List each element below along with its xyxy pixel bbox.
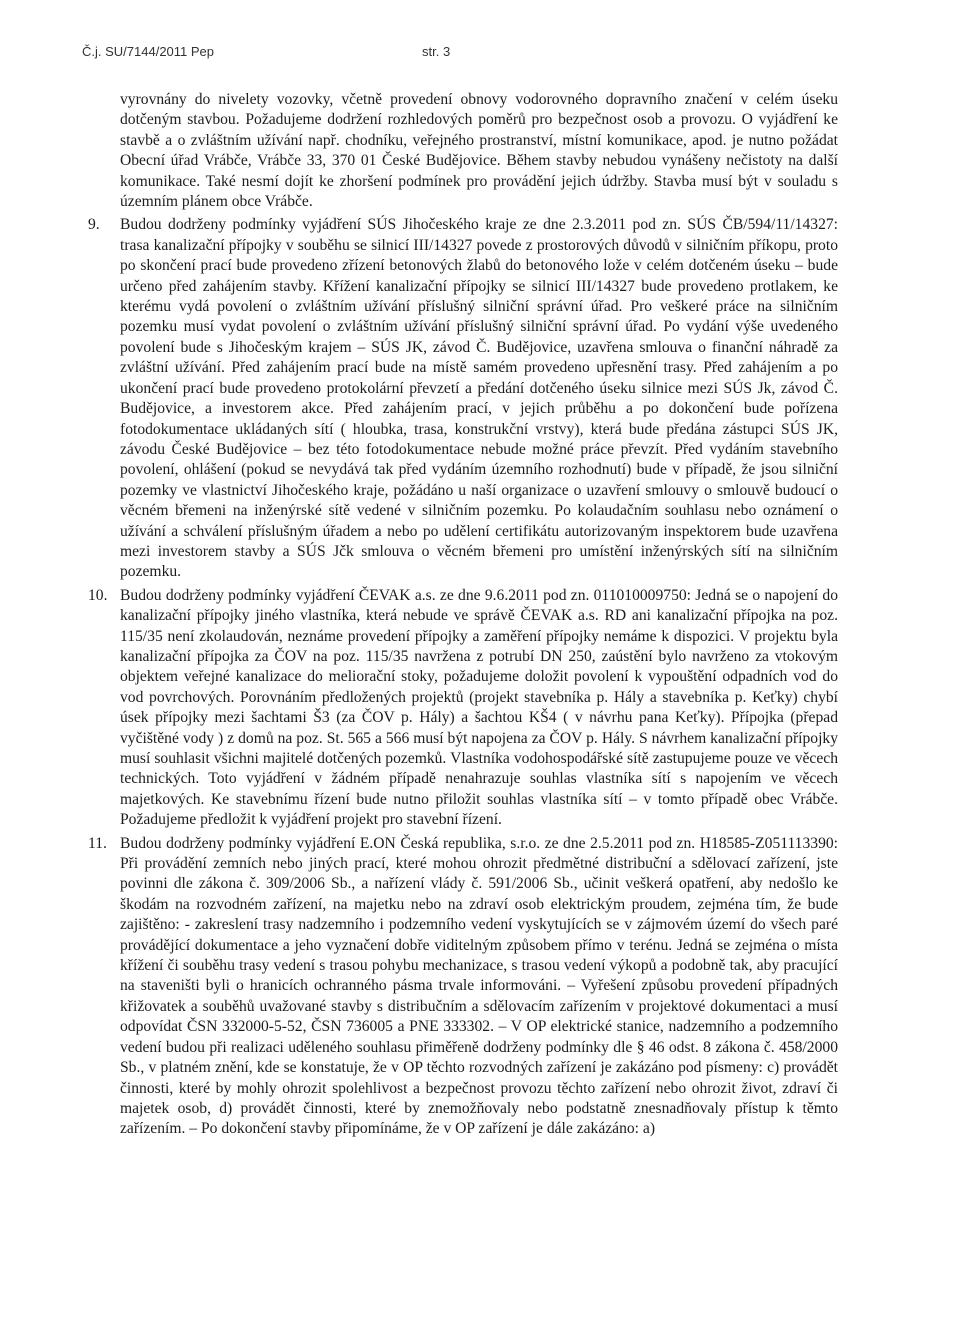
document-reference: Č.j. SU/7144/2011 Pep — [82, 44, 215, 59]
condition-item-11 — [88, 834, 838, 1140]
item-number: 9. — [88, 216, 100, 234]
condition-item-9 — [88, 215, 838, 582]
item-text: Budou dodrženy podmínky vyjádření ČEVAK a.s. ze dne 9.6.2011 pod zn. 011010009750: Jedná se o napojení do kanalizační přípojky jiného vlastníka, která nebude ve správě ČEVAK a.s. RD ani kanalizační přípojka na poz. 115/35 není zkolaudován, neznáme provedení přípojky a zaměření přípojky nemáme k dispozici. V projektu byla kanalizační přípojka za ČOV na poz. 115/35 navržena z potrubí DN 250, zaústění bylo navrženo za vtokovým objektem veřejné kanalizace do meliorační stoky, požadujeme doložit povolení k vypouštění odpadních vod do vod povrchových. Porovnáním předložených projektů (projekt stavebníka p. Hály a stavebníka p. Keťky) chybí úsek přípojky mezi šachtami Š3 (za ČOV p. Hály) a šachtou KŠ4 ( v návrhu pana Keťky). Přípojka (přepad vyčištěné vody ) z domů na poz. St. 565 a 566 musí být napojena za ČOV p. Hály. S návrhem kanalizační přípojky musí souhlasit všichni majitelé dotčených pozemků. Vlastníka vodohospodářské sítě zastupujeme pouze ve věcech technických. Toto vyjádření v žádném případě nenahrazuje souhlas vlastníka sítí s napojením ve věcech majetkových. Ke stavebnímu řízení bude nutno přiložit souhlas vlastníka sítí – v tomto případě obec Vrábče. Požadujeme předložit k vyjádření projekt pro stavební řízení. — [120, 586, 838, 829]
condition-item-10 — [88, 586, 838, 831]
item-number: 11. — [88, 834, 107, 852]
item-text: Budou dodrženy podmínky vyjádření SÚS Jihočeského kraje ze dne 2.3.2011 pod zn. SÚS ČB/594/11/14327: trasa kanalizační přípojky v souběhu se silnicí III/14327 povede z prostorových důvodů v silničním příkopu, proto po skončení prací bude provedeno zřízení betonových žlabů do betonového lože v celém dotčeném úseku – bude určeno před zahájením stavby. Křížení kanalizační přípojky se silnicí III/14327 bude provedeno protlakem, ke kterému vydá povolení o zvláštním užívání příslušný silniční správní úřad. Pro veškeré práce na silničním pozemku musí vydat povolení o zvláštním užívání příslušný silniční správní úřad. Po vydání výše uvedeného povolení bude s Jihočeským krajem – SÚS JK, závod Č. Budějovice, uzavřena smlouva o finanční náhradě za zvláštní užívání. Před zahájením prací bude na místě samém provedeno upřesnění trasy. Před zahájením a po ukončení prací bude provedeno protokolární převzetí a předání dotčeného úseku silnice mezi SÚS Jk, závod Č. Budějovice, a investorem akce. Před zahájením prací, v jejich průběhu a po dokončení bude pořízena fotodokumentace ukládaných sítí ( hloubka, trasa, konstrukční vrstvy), která bude předána zástupci SÚS JK, závodu České Budějovice – bez této fotodokumentace nebude možné práce převzít. Před vydáním stavebního povolení, ohlášení (pokud se nevydává tak před vydáním územního rozhodnutí) bude v případě, že jsou silniční pozemky ve vlastnictví Jihočeského kraje, požádáno u naší organizace o uzavření smlouvy o smlouvě budoucí o věcném břemeni na inženýrské sítě vedené v silničním pozemku. Po kolaudačním souhlasu nebo oznámení o užívání a schválení příslušným úřadem a nebo po udělení certifikátu autorizovaným inspektorem bude uzavřena mezi investorem stavby a SÚS Jčk smlouva o věcném břemeni pro umístění inženýrských sítí na silničním pozemku. — [120, 216, 838, 581]
page-header — [82, 44, 451, 59]
item-text: Budou dodrženy podmínky vyjádření E.ON Česká republika, s.r.o. ze dne 2.5.2011 pod zn. H18585-Z051113390: Při provádění zemních nebo jiných prací, které mohou ohrozit předmětné distribuční a sdělovací zařízení, jste povinni dle zákona č. 309/2006 Sb., a nařízení vlády č. 591/2006 Sb., učinit veškerá opatření, aby nedošlo ke škodám na rozvodném zařízení, na majetku nebo na zdraví osob elektrickým proudem, zejména tím, že bude zajištěno: - zakreslení trasy nadzemního i podzemního vedení vyskytujících se v zájmovém území do všech paré provádějící dokumentace a jeho vyznačení dobře viditelným způsobem přímo v terénu. Jedná se zejména o místa křížení či souběhu trasy vedení s trasou pohybu mechanizace, s trasou vedení výkopů a podobně tak, aby pracující na staveništi byli o hranicích ochranného pásma trvale informováni. – Vyřešení způsobu provedení případných křižovatek a souběhů uvažované stavby s distribučním a sdělovacím zařízením v projektové dokumentaci a musí odpovídat ČSN 332000-5-52, ČSN 736005 a PNE 333302. – V OP elektrické stanice, nadzemního a podzemního vedení budou při realizaci uděleného souhlasu přiměřeně dodrženy podmínky dle § 46 odst. 8 zákona č. 458/2000 Sb., v platném znění, kde se konstatuje, že v OP těchto rozvodných zařízení je zakázáno pod písmeny: c) provádět činnosti, které by mohly ohrozit spolehlivost a bezpečnost provozu těchto zařízení nebo ohrozit život, zdraví či majetek osob, d) provádět činnosti, které by znemožňovaly nebo podstatně znesnadňovaly přístup k těmto zařízením. – Po dokončení stavby připomínáme, že v OP zařízení je dále zakázáno: a) — [120, 834, 838, 1138]
intro-paragraph: vyrovnány do nivelety vozovky, včetně provedení obnovy vodorovného dopravního značení v celém úseku dotčeným stavbou. Požadujeme dodržení rozhledových poměrů pro bezpečnost osob a provozu. O vyjádření ke stavbě a o zvláštním užívání např. chodníku, veřejného prostranství, místní komunikace, apod. je nutno požádat Obecní úřad Vrábče, Vrábče 33, 370 01 České Budějovice. Během stavby nebudou vynášeny nečistoty na další komunikace. Také nesmí dojít ke zhoršení podmínek pro provádění jejich údržby. Stavba musí být v souladu s územním plánem obce Vrábče. — [120, 91, 838, 211]
item-number: 10. — [88, 586, 108, 604]
document-body — [88, 90, 838, 1140]
page-number: str. 3 — [422, 44, 451, 59]
